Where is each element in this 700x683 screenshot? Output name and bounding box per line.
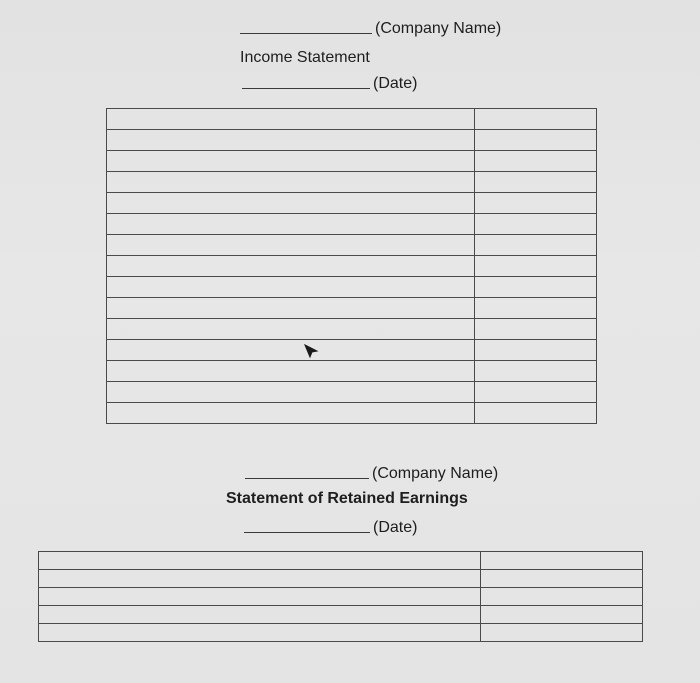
retained-amount-cell[interactable] bbox=[481, 606, 643, 624]
income-description-cell[interactable] bbox=[107, 340, 475, 361]
income-description-cell[interactable] bbox=[107, 403, 475, 424]
income-row bbox=[107, 298, 597, 319]
retained-earnings-title: Statement of Retained Earnings bbox=[226, 490, 468, 507]
income-description-cell[interactable] bbox=[107, 256, 475, 277]
income-description-cell[interactable] bbox=[107, 193, 475, 214]
retained-row bbox=[39, 606, 643, 624]
income-amount-cell[interactable] bbox=[475, 319, 597, 340]
income-statement-title: Income Statement bbox=[240, 49, 370, 66]
retained-amount-cell[interactable] bbox=[481, 624, 643, 642]
income-row bbox=[107, 172, 597, 193]
income-company-name-label: (Company Name) bbox=[375, 20, 502, 37]
income-description-cell[interactable] bbox=[107, 382, 475, 403]
retained-row bbox=[39, 588, 643, 606]
retained-amount-cell[interactable] bbox=[481, 552, 643, 570]
income-description-cell[interactable] bbox=[107, 172, 475, 193]
income-company-name-blank[interactable] bbox=[240, 32, 372, 34]
income-amount-cell[interactable] bbox=[475, 193, 597, 214]
income-amount-cell[interactable] bbox=[475, 235, 597, 256]
income-date-line bbox=[242, 75, 417, 93]
retained-company-name-line bbox=[245, 465, 498, 483]
income-row bbox=[107, 235, 597, 256]
retained-amount-cell[interactable] bbox=[481, 588, 643, 606]
income-amount-cell[interactable] bbox=[475, 151, 597, 172]
mouse-cursor-icon bbox=[302, 342, 320, 360]
retained-date-label: (Date) bbox=[373, 519, 418, 536]
income-description-cell[interactable] bbox=[107, 214, 475, 235]
income-amount-cell[interactable] bbox=[475, 130, 597, 151]
income-amount-cell[interactable] bbox=[475, 172, 597, 193]
income-statement-table bbox=[106, 108, 597, 424]
retained-description-cell[interactable] bbox=[39, 570, 481, 588]
retained-description-cell[interactable] bbox=[39, 588, 481, 606]
retained-company-name-blank[interactable] bbox=[245, 477, 369, 479]
income-description-cell[interactable] bbox=[107, 319, 475, 340]
retained-company-name-label: (Company Name) bbox=[372, 465, 499, 482]
income-date-blank[interactable] bbox=[242, 87, 370, 89]
income-description-cell[interactable] bbox=[107, 109, 475, 130]
income-row bbox=[107, 361, 597, 382]
income-row bbox=[107, 193, 597, 214]
retained-description-cell[interactable] bbox=[39, 552, 481, 570]
retained-earnings-table bbox=[38, 551, 643, 642]
income-row bbox=[107, 214, 597, 235]
income-row bbox=[107, 277, 597, 298]
income-amount-cell[interactable] bbox=[475, 256, 597, 277]
retained-description-cell[interactable] bbox=[39, 606, 481, 624]
income-amount-cell[interactable] bbox=[475, 361, 597, 382]
income-description-cell[interactable] bbox=[107, 130, 475, 151]
income-amount-cell[interactable] bbox=[475, 403, 597, 424]
income-row bbox=[107, 130, 597, 151]
retained-date-blank[interactable] bbox=[244, 531, 370, 533]
retained-row bbox=[39, 624, 643, 642]
income-description-cell[interactable] bbox=[107, 151, 475, 172]
income-row bbox=[107, 109, 597, 130]
income-amount-cell[interactable] bbox=[475, 340, 597, 361]
income-amount-cell[interactable] bbox=[475, 298, 597, 319]
income-amount-cell[interactable] bbox=[475, 277, 597, 298]
retained-row bbox=[39, 552, 643, 570]
income-row bbox=[107, 382, 597, 403]
income-row bbox=[107, 403, 597, 424]
income-row bbox=[107, 340, 597, 361]
income-description-cell[interactable] bbox=[107, 235, 475, 256]
income-amount-cell[interactable] bbox=[475, 109, 597, 130]
income-amount-cell[interactable] bbox=[475, 382, 597, 403]
income-date-label: (Date) bbox=[373, 75, 418, 92]
retained-date-line bbox=[244, 519, 417, 537]
income-description-cell[interactable] bbox=[107, 277, 475, 298]
retained-description-cell[interactable] bbox=[39, 624, 481, 642]
income-company-name-line bbox=[240, 20, 501, 38]
income-row bbox=[107, 256, 597, 277]
income-description-cell[interactable] bbox=[107, 361, 475, 382]
income-row bbox=[107, 319, 597, 340]
income-row bbox=[107, 151, 597, 172]
retained-amount-cell[interactable] bbox=[481, 570, 643, 588]
income-amount-cell[interactable] bbox=[475, 214, 597, 235]
income-description-cell[interactable] bbox=[107, 298, 475, 319]
retained-row bbox=[39, 570, 643, 588]
